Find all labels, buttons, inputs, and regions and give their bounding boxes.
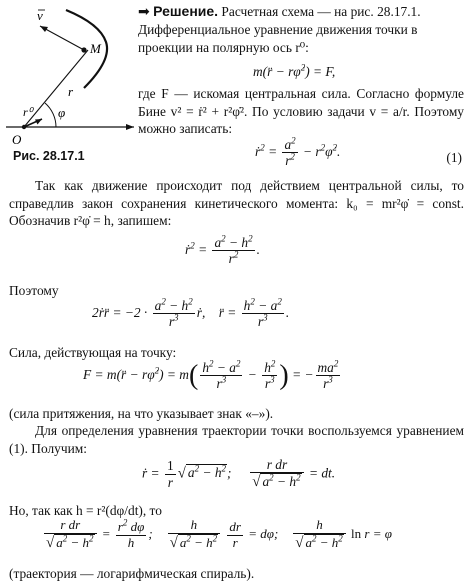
text-trajectory-intro: Для определения уравнения траектории точки воспользуемся уравнением (1). Получим: xyxy=(9,423,464,456)
equation-force: F = m(r̈ − rφ̇$^2$) = m( $\frac{h^2 - a^2}{r^3}$ − $\frac{h^2}{r^3}$ ) = − $\frac{ma^2}{r^3}$ xyxy=(83,358,339,392)
equation-rdot: ṙ = $\frac{1}{r}$ √ $a^2 - h^2$; $\frac{\text{r dr}}{√ a^2 - h^2}$ = dt. xyxy=(142,457,336,491)
solution-label: Решение. xyxy=(153,3,219,19)
text-force-label: Сила, действующая на точку: xyxy=(9,345,177,360)
equation-rdot-squared: ṙ$^2$ = $\frac{a^2 - h^2}{r^2}$ . xyxy=(185,233,260,267)
label-r: r xyxy=(68,84,74,99)
point-M xyxy=(81,47,86,52)
trajectory-curve xyxy=(66,10,107,88)
velocity-vector xyxy=(40,26,84,50)
polar-axis-arrow xyxy=(126,124,134,130)
equation-final: $\frac{\text{r dr}}{√ a^2 - h^2}$ = $\frac{r^2 d\varphi}{h}$ ; $\frac{h}{√ a^2 - h^2}$ $\frac{dr}{r}$ = dφ; $\frac{h}{√ a^2 - h^2}$ ln r = φ xyxy=(46,517,392,551)
text-conclusion: (траектория — логарифмическая спираль). xyxy=(9,566,255,581)
radius-vector-r xyxy=(24,50,88,127)
figure-28-17-1 xyxy=(0,0,136,150)
label-phi: φ xyxy=(58,105,66,120)
label-O: O xyxy=(12,132,22,147)
point-O xyxy=(22,125,26,129)
label-r0: r⁰ xyxy=(23,105,33,119)
text-where-F: где F — искомая центральная сила. Согласно формуле Бине v² = ṙ² + r²φ̇². По условию задачи v = a/r. Поэтому можно записать: xyxy=(138,86,464,137)
solution-line1: Расчетная схема — на рис. 28.17.1. xyxy=(221,4,421,19)
figure-caption: Рис. 28.17.1 xyxy=(13,149,85,163)
text-therefore: Поэтому xyxy=(9,283,59,298)
equation-1: ṙ$^2$ = $\frac{a^2}{r^2}$ − $r^2\varphi̇^2$. xyxy=(255,135,341,169)
solution-arrow-icon: ➡ xyxy=(138,4,150,20)
text-line3: проекции на полярную ось r⁰: xyxy=(138,40,309,55)
equation-rddot: 2ṙr̈ = −2 · $\frac{a^2 - h^2}{r^3}$ ṙ, r̈ = $\frac{h^2 - a^2}{r^3}$ . xyxy=(92,296,290,330)
text-line2: Дифференциальное уравнение движения точки в xyxy=(138,22,418,37)
equation-motion: m(r̈ − rφ̇$^2$) = F, xyxy=(253,62,336,79)
label-v: v xyxy=(37,8,43,23)
equation-number-1: (1) xyxy=(446,150,462,165)
text-but-since: Но, так как h = r²(dφ/dt), то xyxy=(9,503,162,518)
text-central-force: Так как движение происходит под действием центральной силы, то справедлив закон сохранения кинетического момента: k₀ = mr²φ̇ = const. Обозначив r²φ̇ = h, запишем: xyxy=(9,178,464,229)
solution-header xyxy=(138,2,421,21)
angle-arc-phi xyxy=(45,103,56,127)
label-M: M xyxy=(90,41,101,56)
text-attraction: (сила притяжения, на что указывает знак «–»). xyxy=(9,406,274,421)
